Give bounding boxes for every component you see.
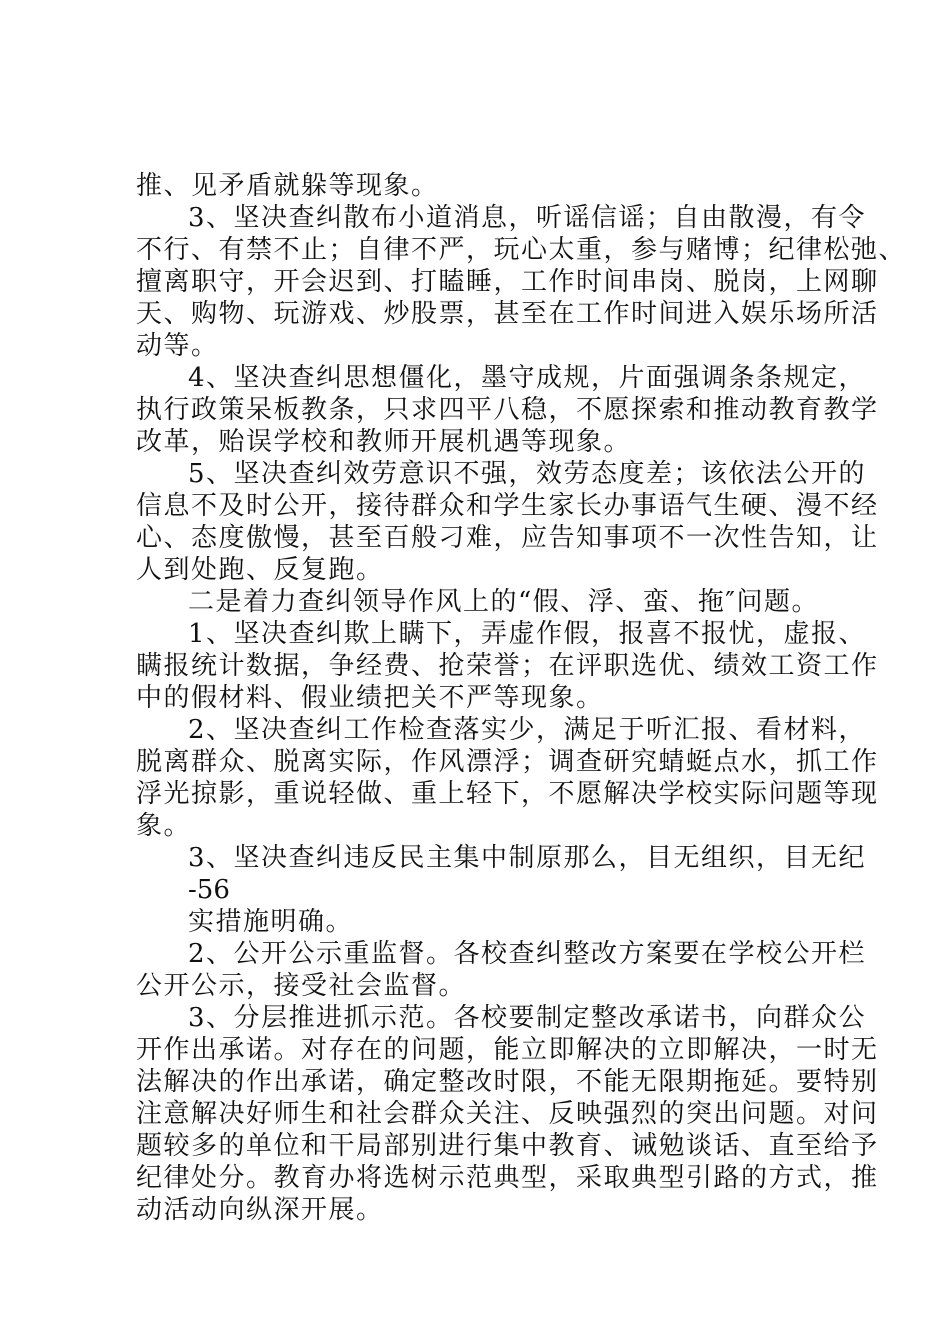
text-line: 实措施明确。 xyxy=(188,907,354,937)
text-line: 不行、有禁不止；自律不严，玩心太重，参与赌博；纪律松弛、 xyxy=(136,235,907,265)
text-line: 3、坚决查纠违反民主集中制原那么，目无组织，目无纪 xyxy=(188,843,867,873)
text-line: 3、分层推进抓示范。各校要制定整改承诺书，向群众公 xyxy=(188,1003,867,1033)
text-line: 信息不及时公开，接待群众和学生家长办事语气生硬、漫不经 xyxy=(136,491,879,521)
text-line: 2、公开公示重监督。各校查纠整改方案要在学校公开栏 xyxy=(188,939,867,969)
text-line: 象。 xyxy=(136,811,192,841)
text-line: 4、坚决查纠思想僵化，墨守成规，片面强调条条规定， xyxy=(188,363,867,393)
text-line: 瞒报统计数据，争经费、抢荣誉；在评职选优、绩效工资工作 xyxy=(136,651,879,681)
text-line: 脱离群众、脱离实际，作风漂浮；调查研究蜻蜓点水，抓工作 xyxy=(136,747,879,777)
text-line: 纪律处分。教育办将选树示范典型，采取典型引路的方式，推 xyxy=(136,1163,879,1193)
page-number: -56 xyxy=(188,875,230,905)
text-line: 1、坚决查纠欺上瞒下，弄虚作假，报喜不报忧，虚报、 xyxy=(188,619,867,649)
text-line: 推、见矛盾就躲等现象。 xyxy=(136,171,439,201)
text-line: 改革，贻误学校和教师开展机遇等现象。 xyxy=(136,427,632,457)
text-line: 浮光掠影，重说轻做、重上轻下，不愿解决学校实际问题等现 xyxy=(136,779,879,809)
text-line: 5、坚决查纠效劳意识不强，效劳态度差；该依法公开的 xyxy=(188,459,867,489)
document-body xyxy=(136,170,907,1226)
text-line: 2、坚决查纠工作检查落实少，满足于听汇报、看材料， xyxy=(188,715,867,745)
text-line: 天、购物、玩游戏、炒股票，甚至在工作时间进入娱乐场所活 xyxy=(136,299,879,329)
text-line: 3、坚决查纠散布小道消息，听谣信谣；自由散漫，有令 xyxy=(188,203,867,233)
text-line: 题较多的单位和干局部别进行集中教育、诫勉谈话、直至给予 xyxy=(136,1131,879,1161)
text-line: 法解决的作出承诺，确定整改时限，不能无限期拖延。要特别 xyxy=(136,1067,879,1097)
text-line: 动等。 xyxy=(136,331,219,361)
text-line: 执行政策呆板教条，只求四平八稳，不愿探索和推动教育教学 xyxy=(136,395,879,425)
section-heading: 二是着力查纠领导作风上的“假、浮、蛮、拖″问题。 xyxy=(188,587,820,617)
text-line: 动活动向纵深开展。 xyxy=(136,1195,384,1225)
text-line: 擅离职守，开会迟到、打瞌睡，工作时间串岗、脱岗，上网聊 xyxy=(136,267,879,297)
text-line: 公开公示，接受社会监督。 xyxy=(136,971,467,1001)
text-line: 人到处跑、反复跑。 xyxy=(136,555,384,585)
text-line: 开作出承诺。对存在的问题，能立即解决的立即解决，一时无 xyxy=(136,1035,879,1065)
text-line: 心、态度傲慢，甚至百般刁难，应告知事项不一次性告知，让 xyxy=(136,523,879,553)
text-line: 中的假材料、假业绩把关不严等现象。 xyxy=(136,683,604,713)
text-line: 注意解决好师生和社会群众关注、反映强烈的突出问题。对问 xyxy=(136,1099,879,1129)
